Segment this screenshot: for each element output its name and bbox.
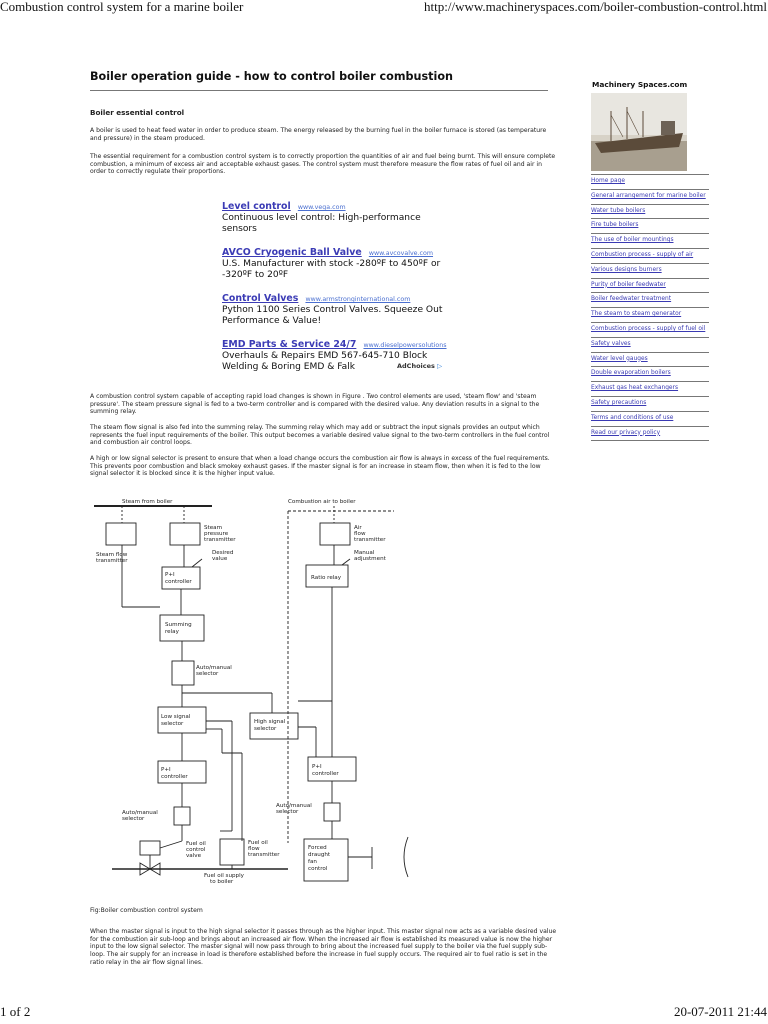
label-auto-manual-air: Auto/manual [276,803,312,809]
paragraph-requirement: The essential requirement for a combustion control system is to correctly proportion the quantities of air and fuel being burnt. This will ensure complete combustion, a minimum of excess air and acceptable exhaust gases. The control system must therefore measure the flow rates of fuel oil and air in order to correctly regulate their proportions. [90,153,556,176]
label-pi-2: controller [165,579,192,585]
label-manual-adjustment-2: adjustment [354,556,386,562]
label-pi-fuel-2: controller [161,774,188,780]
nav-item [591,292,709,307]
label-fuel-valve: Fuel oil [186,841,206,847]
nav-link-general-arrangement[interactable]: General arrangement for marine boiler [591,192,706,199]
label-low-sel-2: selector [161,721,184,727]
ad-title[interactable]: Level control [222,201,291,212]
nav-link-level-gauges[interactable]: Water level gauges [591,355,648,362]
paragraph-intro: A boiler is used to heat feed water in order to produce steam. The energy released by the burning fuel in the boiler furnace is stored (as temperature and pressure) in the steam produced. [90,127,547,142]
auto-manual-selector-master [172,661,194,685]
label-air-flow-tx-2: flow [354,531,366,537]
ad-url[interactable]: www.avcovalve.com [368,250,434,257]
nav-link-steam-generator[interactable]: The steam to steam generator [591,311,682,318]
nav-link-mountings[interactable]: The use of boiler mountings [591,237,674,244]
print-datetime: 20-07-2011 21:44 [673,1004,767,1019]
paragraph-master-signal: When the master signal is input to the high signal selector it passes through as the higher input. This master signal now acts as a variable desired value for the combustion air sub-loop and brings about an increased air flow. When the increased air flow is established its measured value is now the higher input to the low signal selector. The master signal will now pass through to bring about the increased fuel supply to the boiler via the fuel supply sub-loop. The air supply for an increase in load is therefore established before the increase in fuel supply occurs. The required air to fuel ratio is set in the ratio relay in the air flow signal lines. [90,928,557,966]
steam-flow-transmitter [106,523,136,545]
fuel-flow-transmitter [220,839,244,865]
label-auto-manual-fuel-2: selector [122,816,145,822]
ad-item[interactable] [222,240,458,280]
paragraph-control-system: A combustion control system capable of accepting rapid load changes is shown in Figure . Two control elements are used, 'steam flow' and 'steam pressure'. The steam pressure signal is fed to a two-term controller and is compared with the desired value. Any deviation results in a signal to the summing relay. [90,393,540,416]
print-header [0,0,768,16]
nav-link-home[interactable]: Home page [591,178,625,184]
auto-manual-selector-fuel [174,807,190,825]
air-duct-bracket [404,837,408,877]
adchoices-link[interactable] [397,362,442,370]
label-desired-value: Desired [212,550,234,556]
sidebar-title: Machinery Spaces.com [592,80,688,89]
label-air-flow-tx-3: transmitter [354,537,386,543]
combustion-control-diagram [92,491,426,896]
label-high-sel: High signal [254,719,286,725]
nav-item [591,426,709,442]
label-fuel-supply: Fuel oil supply [204,873,244,879]
summing-relay [160,615,204,641]
low-signal-selector [158,707,206,733]
paragraph-steam-flow: The steam flow signal is also fed into the summing relay. The summing relay which may add or subtract the input signals provides an output which represents the fuel input requirements of the boiler. This output becomes a variable desired value signal to the two-term controllers in the fuel control and combustion air control loops. [90,424,550,447]
label-fuel-valve-2: control [186,847,206,853]
page-url[interactable]: http://www.machineryspaces.com/boiler-combustion-control.html [424,0,767,14]
nav-link-supply-air[interactable]: Combustion process - supply of air [591,251,694,258]
nav-item [591,174,709,189]
nav-item [591,381,709,396]
label-fuel-flow-tx-2: flow [248,846,260,852]
auto-manual-selector-air [324,803,340,821]
label-auto-manual-fuel: Auto/manual [122,810,158,816]
label-fuel-valve-3: valve [186,853,202,859]
ad-title[interactable]: EMD Parts & Service 24/7 [222,339,357,350]
air-flow-transmitter [320,523,350,545]
ad-title[interactable]: Control Valves [222,293,299,304]
ad-url[interactable]: www.vega.com [297,204,346,211]
nav-link-double-evaporation[interactable]: Double evaporation boilers [591,370,671,377]
nav-link-exhaust-heat[interactable]: Exhaust gas heat exchangers [591,385,679,392]
adchoices-label: AdChoices [397,362,435,370]
nav-item [591,233,709,248]
fuel-valve-actuator [140,841,160,855]
nav-item [591,248,709,263]
label-auto-manual-air-2: selector [276,809,299,815]
nav-item [591,396,709,411]
label-fd-fan: Forced [308,845,327,851]
nav-item [591,322,709,337]
label-fd-fan-3: fan [308,859,317,865]
nav-link-safety-precautions[interactable]: Safety precautions [591,399,647,406]
label-pi-air: P+I [312,764,322,770]
nav-item [591,278,709,293]
ad-item[interactable] [222,194,458,234]
nav-link-privacy[interactable]: Read our privacy policy [591,429,661,436]
ad-description: Python 1100 Series Control Valves. Squeeze Out Performance & Value! [222,305,443,326]
steam-pressure-transmitter [170,523,200,545]
sidebar-nav [591,174,709,441]
label-fuel-flow-tx-3: transmitter [248,852,280,858]
nav-item [591,366,709,381]
label-steam-pressure-tx: Steam [204,525,223,531]
pi-controller-steam [162,567,200,589]
label-steam-from-boiler: Steam from boiler [122,499,173,505]
label-low-sel: Low signal [161,714,191,720]
nav-item [591,263,709,278]
label-fd-fan-2: draught [308,852,331,858]
ad-description: Overhauls & Repairs EMD 567-645-710 Block Welding & Boring EMD & Falk [222,351,428,372]
ad-url[interactable]: www.dieselpowersolutions [363,342,447,349]
label-high-sel-2: selector [254,726,277,732]
nav-link-burners[interactable]: Various designs burners [591,266,662,273]
nav-item [591,411,709,426]
ad-title[interactable]: AVCO Cryogenic Ball Valve [222,247,362,258]
label-summing: Summing [165,622,192,628]
label-steam-flow-tx-2: transmitter [96,558,128,564]
label-steam-pressure-tx-3: transmitter [204,537,236,543]
section-heading: Boiler essential control [90,108,185,117]
nav-link-terms[interactable]: Terms and conditions of use [591,414,674,421]
paragraph-signal-selector: A high or low signal selector is present to ensure that when a load change occurs the combustion air flow is always in excess of the fuel requirements. This prevents poor combustion and black smokey exhaust gases. If the master signal is for an increase in steam flow, then when it is fed to the low signal selector it is blocked since it is the higher input value. [90,455,550,478]
label-fuel-flow-tx: Fuel oil [248,840,268,846]
label-manual-adjustment: Manual [354,550,375,556]
nav-item [591,204,709,219]
ad-url[interactable]: www.armstronginternational.com [305,296,411,303]
label-pi-fuel: P+I [161,767,171,773]
label-pi: P+I [165,572,175,578]
nav-link-water-tube[interactable]: Water tube boilers [591,207,646,214]
label-ratio-relay: Ratio relay [311,575,342,581]
article-title: Boiler operation guide - how to control boiler combustion [90,70,548,91]
print-footer [0,1004,768,1024]
nav-item [591,352,709,367]
page-count: 1 of 2 [0,1004,31,1019]
label-fuel-supply-2: to boiler [210,879,234,885]
label-desired-value-2: value [212,556,228,562]
nav-link-fire-tube[interactable]: Fire tube boilers [591,222,639,229]
label-steam-pressure-tx-2: pressure [204,531,229,537]
nav-item [591,189,709,204]
label-air-flow-tx: Air [354,525,362,531]
label-steam-flow-tx: Steam flow [96,552,128,558]
page-title: Combustion control system for a marine boiler [0,0,244,14]
nav-link-feedwater-treatment[interactable]: Boiler feedwater treatment [591,296,672,303]
label-auto-manual: Auto/manual [196,665,232,671]
nav-item [591,218,709,233]
ship-image [591,93,687,171]
ad-block [222,194,458,378]
ad-item[interactable] [222,286,458,326]
ad-description: U.S. Manufacturer with stock -280ºF to 450ºF or -320ºF to 20ºF [222,259,441,280]
label-summing-2: relay [165,629,179,635]
label-pi-air-2: controller [312,771,339,777]
nav-link-supply-fuel[interactable]: Combustion process - supply of fuel oil [591,325,706,332]
nav-link-feedwater-purity[interactable]: Purity of boiler feedwater [591,281,666,288]
label-auto-manual-2: selector [196,671,219,677]
nav-link-safety-valves[interactable]: Safety valves [591,340,631,347]
adchoices-icon: ▷ [437,362,443,370]
nav-item [591,337,709,352]
label-combustion-air: Combustion air to boiler [288,499,356,505]
label-fd-fan-4: control [308,866,328,872]
nav-item [591,307,709,322]
figure-caption: Fig:Boiler combustion control system [90,907,203,914]
ad-description: Continuous level control: High-performance sensors [222,213,421,234]
